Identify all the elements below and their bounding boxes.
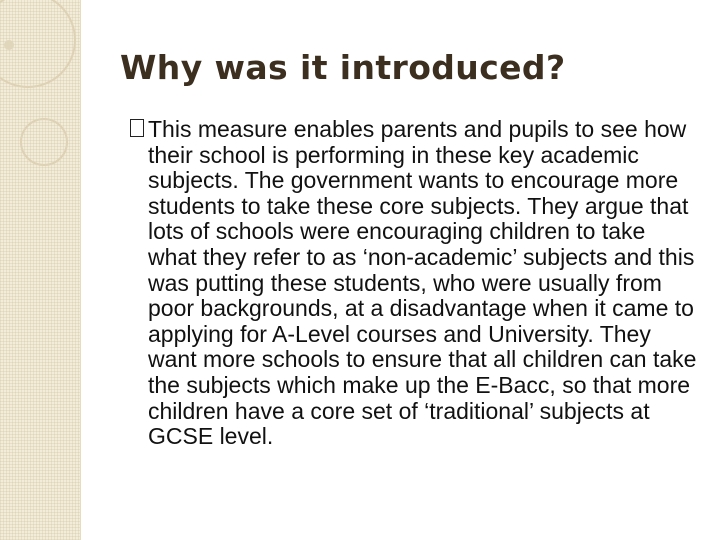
decorative-ring-small [20, 118, 68, 166]
bullet-box-icon [130, 119, 144, 137]
slide-title: Why was it introduced? [120, 48, 566, 87]
decorative-dot [4, 40, 14, 50]
decorative-side-strip [0, 0, 80, 540]
bullet-text: This measure enables parents and pupils to see how their school is performing in these key academic subjects. The government wants to encourage more students to take these core subjects. They argue that lots of schools were encouraging children to take what they refer to as ‘non-academic’ subjects and this was putting these students, who were usually from poor backgrounds, at a disadvantage when it came to applying for A-Level courses and University. They want more schools to ensure that all children can take the subjects which make up the E-Bacc, so that more children have a core set of ‘traditional’ subjects at GCSE level. [148, 116, 697, 450]
strip-divider [80, 0, 81, 540]
bullet-item [130, 117, 700, 450]
